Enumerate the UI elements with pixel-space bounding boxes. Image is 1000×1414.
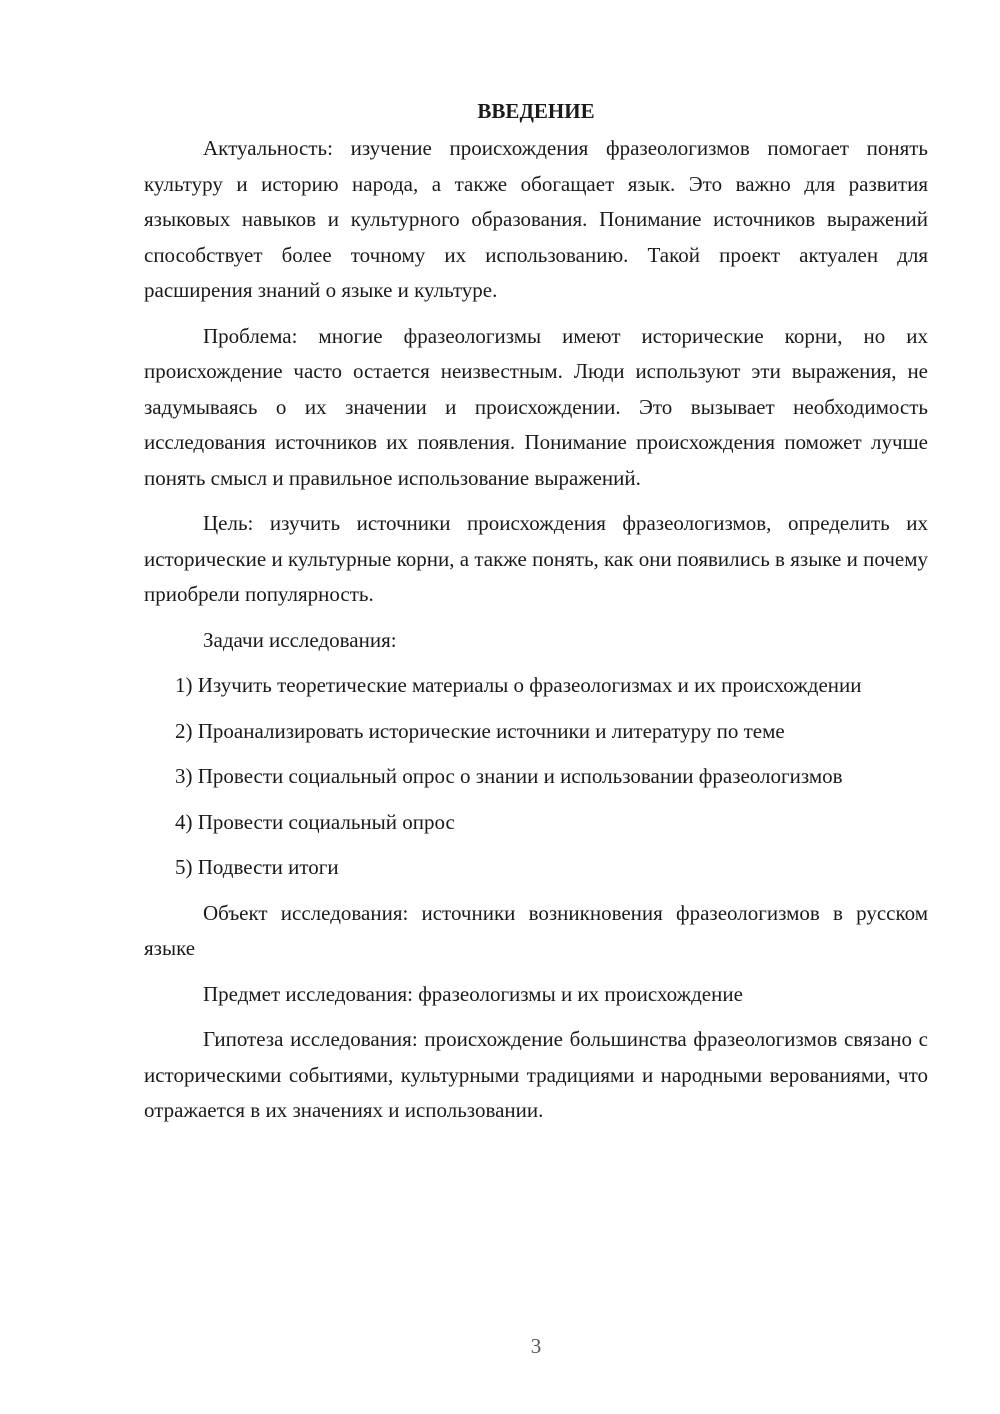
task-item: 4) Провести социальный опрос: [175, 809, 455, 834]
task-item: 3) Провести социальный опрос о знании и использовании фразеологизмов: [175, 764, 843, 788]
subject-paragraph: Предмет исследования: фразеологизмы и их происхождение: [203, 981, 743, 1006]
task-item: 2) Проанализировать исторические источники и литературу по теме: [175, 718, 785, 743]
problem-paragraph: Проблема: многие фразеологизмы имеют исторические корни, но их происхождение часто остается неизвестным. Люди используют эти выражения, не задумываясь о их значении и происхождении. Это вызывает необходимость исследования источников их появления. Понимание происхождения поможет лучше понять смысл и правильное использование выражений.: [144, 323, 928, 490]
goal-paragraph: Цель: изучить источники происхождения фразеологизмов, определить их исторические и культурные корни, а также понять, как они появились в языке и почему приобрели популярность.: [144, 511, 928, 606]
page-number: 3: [530, 1334, 542, 1358]
tasks-title: Задачи исследования:: [203, 627, 397, 652]
relevance-paragraph: Актуальность: изучение происхождения фразеологизмов помогает понять культуру и историю народа, а также обогащает язык. Это важно для развития языковых навыков и культурного образования. Понимание источников выражений способствует более точному их использованию. Такой проект актуален для расширения знаний о языке и культуре.: [144, 136, 928, 302]
section-heading: ВВЕДЕНИЕ: [477, 99, 595, 123]
document-page: [144, 94, 928, 1129]
hypothesis-paragraph: Гипотеза исследования: происхождение большинства фразеологизмов связано с историческими событиями, культурными традициями и народными верованиями, что отражается в их значениях и использовании.: [144, 1027, 928, 1122]
object-paragraph: Объект исследования: источники возникновения фразеологизмов в русском языке: [144, 900, 928, 960]
task-item: 1) Изучить теоретические материалы о фразеологизмах и их происхождении: [175, 673, 862, 697]
task-item: 5) Подвести итоги: [175, 855, 339, 879]
